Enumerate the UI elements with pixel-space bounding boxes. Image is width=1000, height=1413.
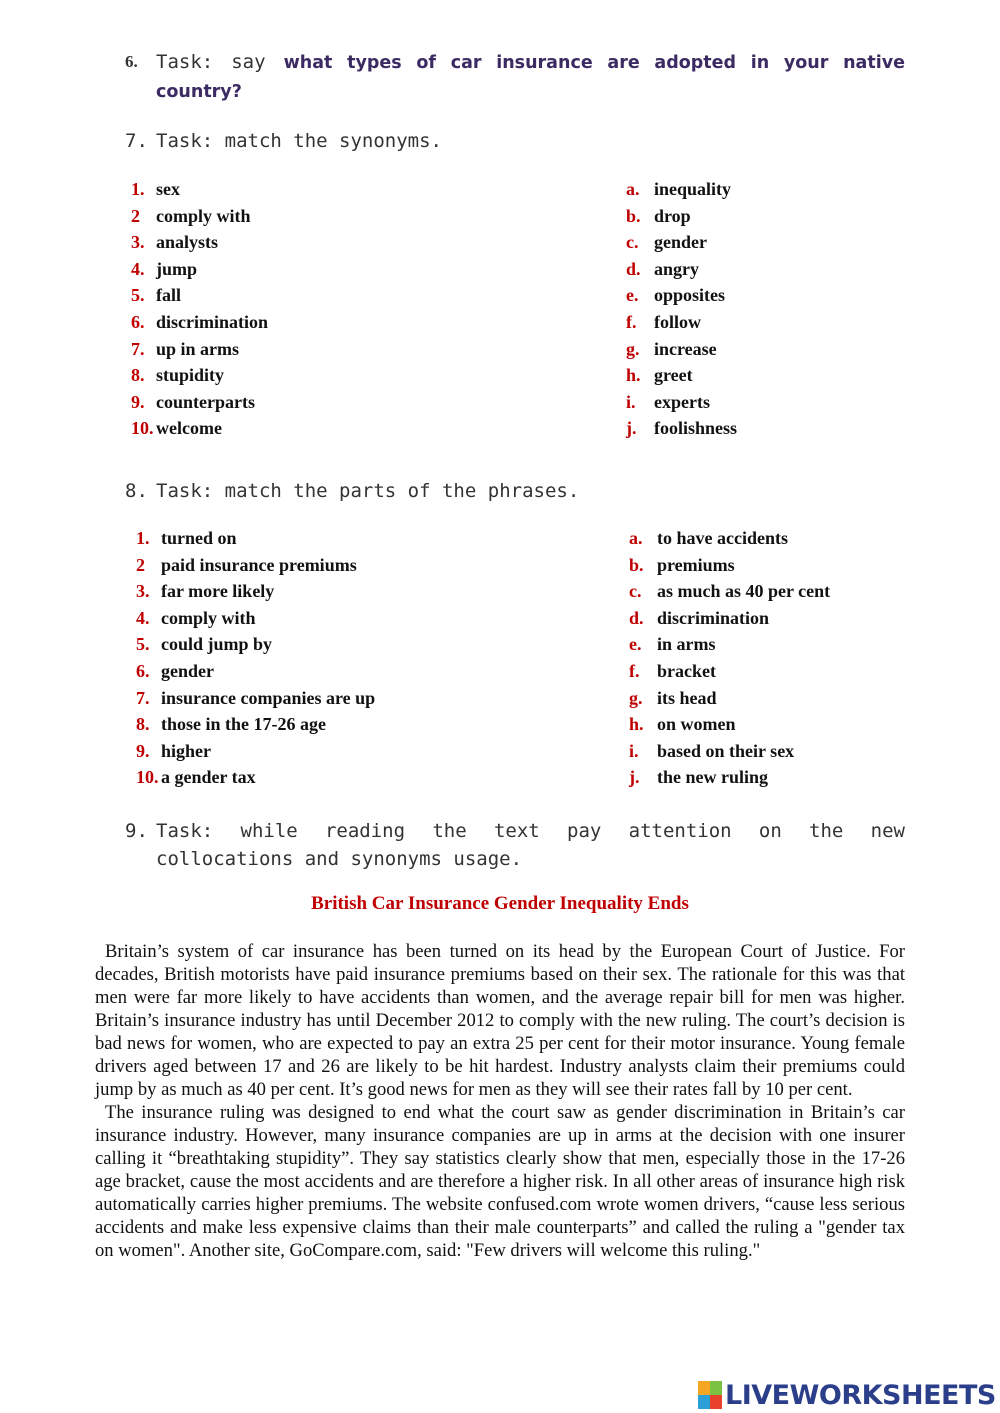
match-item (136, 711, 375, 738)
match-item-label: f. (629, 660, 640, 681)
task-8-instruction: match the parts of the phrases. (224, 480, 580, 502)
match-item-label: 3. (131, 232, 145, 253)
match-item (626, 336, 737, 363)
task-8-heading (125, 477, 905, 505)
match-item-text: up in arms (156, 338, 240, 359)
match-item-text: to have accidents (657, 528, 788, 548)
match-item-label: 7. (136, 687, 150, 708)
match-item-text: follow (654, 311, 701, 332)
match-item-label: 5. (131, 285, 145, 306)
match-item-label: c. (626, 232, 639, 253)
match-item-text: turned on (161, 528, 237, 548)
match-item-label: a. (626, 179, 640, 199)
match-item (131, 336, 268, 363)
match-item-label: j. (629, 767, 640, 788)
match-item-label: h. (626, 365, 641, 386)
match-item (629, 631, 830, 658)
match-item-text: gender (654, 232, 707, 253)
match-item-text: the new ruling (657, 767, 769, 788)
task-9-prefix: Task: (156, 820, 214, 842)
match-item (131, 282, 268, 309)
match-item-text: comply with (161, 607, 256, 628)
match-item-text: welcome (156, 418, 222, 439)
match-item-label: 1. (136, 528, 150, 548)
match-item-text: increase (654, 338, 717, 359)
match-item-text: as much as 40 per cent (657, 581, 831, 602)
match-item-label: 8. (131, 365, 145, 386)
match-item-text: inequality (654, 179, 732, 199)
task-7-right-column (626, 176, 737, 442)
match-item-text: based on their sex (657, 740, 795, 761)
match-item-text: sex (156, 179, 180, 199)
match-item-text: fall (156, 285, 181, 306)
match-item (629, 711, 830, 738)
match-item-label: 4. (131, 258, 145, 279)
task-8-prefix: Task: (156, 480, 214, 502)
match-item (131, 229, 268, 256)
match-item-label: 9. (136, 740, 150, 761)
match-item (629, 552, 830, 579)
match-item-label: 8. (136, 714, 150, 735)
task-6-prefix: Task: say (156, 51, 266, 73)
article-body (95, 940, 905, 1262)
match-item-label: 10. (136, 767, 159, 788)
match-item (136, 685, 375, 712)
match-item (131, 415, 268, 442)
match-item (629, 578, 830, 605)
match-item-label: f. (626, 311, 637, 332)
match-item (136, 605, 375, 632)
match-item (629, 738, 830, 765)
match-item-label: 10. (131, 418, 154, 439)
task-7-prefix: Task: (156, 130, 214, 152)
article-paragraph: The insurance ruling was designed to end what the court saw as gender discrimination in Britain’s car insurance industry. However, many insurance companies are up in arms at the decision with one insurer calling it “breathtaking stupidity”. They say statistics clearly show that men, especially those in the 17-26 age bracket, cause the most accidents and are therefore a higher risk. In all other areas of insurance high risk automatically carries higher premiums. The website confused.com wrote women drivers, “cause less serious accidents and make less expensive claims than their male counterparts” and called the ruling a "gender tax on women". Another site, GoCompare.com, said: "Few drivers will welcome this ruling." (95, 1102, 905, 1261)
match-item (131, 309, 268, 336)
match-item (131, 389, 268, 416)
match-item-text: discrimination (156, 311, 269, 332)
match-item-text: insurance companies are up (161, 687, 376, 708)
match-item-text: on women (657, 714, 736, 735)
match-item (131, 203, 268, 230)
match-item (136, 578, 375, 605)
match-item (136, 738, 375, 765)
match-item-text: drop (654, 205, 691, 226)
match-item-label: g. (629, 687, 643, 708)
match-item-label: 9. (131, 391, 145, 412)
task-7-left-column (131, 176, 268, 442)
match-item-text: comply with (156, 205, 251, 226)
task-8-right-column (629, 525, 830, 791)
match-item-text: bracket (657, 660, 716, 681)
match-item (626, 282, 737, 309)
match-item-label: a. (629, 528, 643, 548)
task-9-heading (125, 817, 905, 873)
match-item-label: d. (626, 258, 641, 279)
match-item-text: far more likely (161, 581, 275, 602)
match-item (626, 415, 737, 442)
match-item-text: experts (654, 391, 710, 412)
task-6-number: 6. (125, 52, 138, 71)
match-item (626, 309, 737, 336)
match-item (626, 203, 737, 230)
match-item-label: 6. (136, 660, 150, 681)
match-item (136, 525, 375, 552)
match-item (136, 631, 375, 658)
match-item (629, 658, 830, 685)
match-item-label: c. (629, 581, 642, 602)
match-item-text: premiums (657, 554, 735, 575)
match-item-text: paid insurance premiums (161, 554, 357, 575)
task-9-number: 9. (125, 820, 148, 842)
match-item-label: d. (629, 607, 644, 628)
match-item-text: gender (161, 660, 214, 681)
match-item (626, 176, 737, 203)
match-item-text: opposites (654, 285, 726, 306)
match-item-text: could jump by (161, 634, 273, 655)
match-item (629, 685, 830, 712)
match-item-text: its head (657, 687, 717, 708)
match-item (136, 658, 375, 685)
task-9-instruction: while reading the text pay attention on the new collocations and synonyms usage. (156, 820, 905, 870)
match-item-label: g. (626, 338, 640, 359)
match-item-label: 2 (136, 554, 145, 575)
match-item-text: foolishness (654, 418, 738, 439)
match-item-text: jump (156, 258, 198, 279)
match-item-label: e. (626, 285, 639, 306)
match-item-text: angry (654, 258, 699, 279)
match-item-text: those in the 17-26 age (161, 714, 326, 735)
match-item-text: in arms (657, 634, 716, 655)
match-item (626, 256, 737, 283)
match-item-text: greet (654, 365, 693, 386)
match-item-label: i. (629, 740, 639, 761)
task-6 (125, 48, 905, 106)
match-item-label: 2 (131, 205, 140, 226)
match-item (626, 229, 737, 256)
logo-badge-icon (698, 1381, 722, 1409)
match-item-label: 1. (131, 179, 145, 199)
match-item-label: 6. (131, 311, 145, 332)
match-item-label: 4. (136, 607, 150, 628)
match-item (131, 176, 268, 203)
match-item-label: h. (629, 714, 644, 735)
match-item (131, 256, 268, 283)
match-item-text: a gender tax (161, 767, 256, 788)
task-7-number: 7. (125, 130, 148, 152)
match-item-text: discrimination (657, 607, 770, 628)
liveworksheets-logo (698, 1378, 996, 1412)
match-item-label: e. (629, 634, 642, 655)
logo-text: LIVEWORKSHEETS (725, 1379, 996, 1411)
task-7-instruction: match the synonyms. (224, 130, 442, 152)
task-6-question: what types of car insurance are adopted in your native country? (156, 53, 905, 102)
match-item-label: i. (626, 391, 636, 412)
match-item-text: stupidity (156, 365, 225, 386)
match-item-text: counterparts (156, 391, 255, 412)
match-item-label: 5. (136, 634, 150, 655)
match-item (626, 389, 737, 416)
article-paragraph: Britain’s system of car insurance has been turned on its head by the European Court of Justice. For decades, British motorists have paid insurance premiums based on their sex. The rationale for this was that men were far more likely to have accidents than women, and the average repair bill for men was higher. Britain’s insurance industry has until December 2012 to comply with the new ruling. The court’s decision is bad news for women, who are expected to pay an extra 25 per cent for their motor insurance. Young female drivers aged between 17 and 26 are likely to be hit hardest. Industry analysts claim their premiums could jump by as much as 40 per cent. It’s good news for men as they will see their rates fall by 10 per cent. (95, 941, 905, 1100)
match-item-text: higher (161, 740, 212, 761)
task-8-left-column (136, 525, 375, 791)
match-item-label: 3. (136, 581, 150, 602)
match-item (136, 552, 375, 579)
match-item (629, 525, 830, 552)
match-item-label: 7. (131, 338, 145, 359)
match-item (136, 764, 375, 791)
match-item-label: j. (626, 418, 637, 439)
match-item (131, 362, 268, 389)
match-item (629, 605, 830, 632)
match-item-label: b. (629, 554, 644, 575)
task-8-number: 8. (125, 480, 148, 502)
match-item (629, 764, 830, 791)
task-7-heading (125, 127, 905, 155)
match-item-text: analysts (156, 232, 219, 253)
match-item (626, 362, 737, 389)
match-item-label: b. (626, 205, 641, 226)
article-title: British Car Insurance Gender Inequality Ends (311, 893, 689, 914)
